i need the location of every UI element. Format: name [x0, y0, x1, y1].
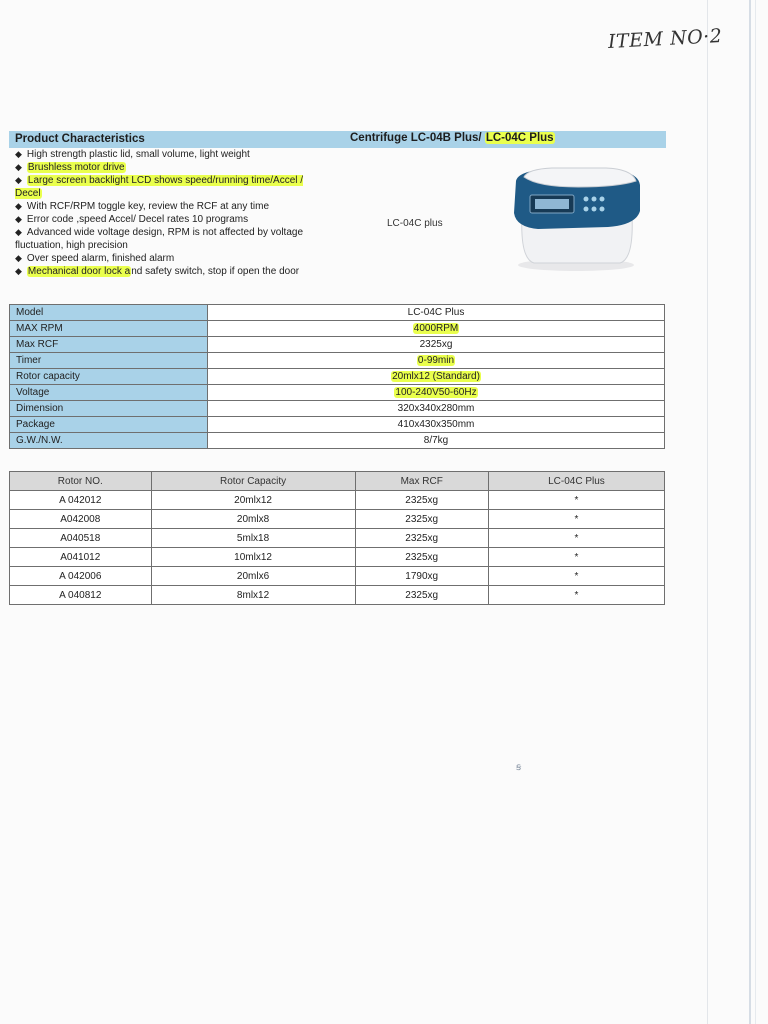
rotor-row: [10, 548, 665, 567]
rotor-row: [10, 510, 665, 529]
section-title: Product Characteristics: [15, 133, 145, 145]
model-title-highlight: LC-04C Plus: [485, 132, 554, 144]
diamond-bullet-icon: ◆: [15, 201, 22, 211]
rotor-number: A041012: [10, 548, 152, 567]
spec-row: [10, 369, 665, 385]
spec-value: LC-04C Plus: [407, 307, 465, 318]
rotor-compatibility-mark: *: [488, 529, 664, 548]
spec-row: [10, 353, 665, 369]
spec-label: Model: [10, 305, 208, 321]
spec-value: 4000RPM: [413, 323, 459, 334]
model-title-prefix: Centrifuge LC-04B Plus/: [350, 132, 485, 144]
feature-text: With RCF/RPM toggle key, review the RCF at any time: [26, 201, 270, 212]
rotor-header-capacity: Rotor Capacity: [151, 472, 355, 491]
feature-highlighted-text: Large screen backlight LCD shows speed/running time/Accel / Decel: [15, 175, 304, 199]
rotor-header-rotor-no: Rotor NO.: [10, 472, 152, 491]
feature-item: [15, 226, 325, 252]
rotor-number: A 042012: [10, 491, 152, 510]
spec-value: 0-99min: [417, 355, 455, 366]
diamond-bullet-icon: ◆: [15, 227, 22, 237]
spec-value-cell: [208, 305, 665, 321]
spec-value-cell: [208, 417, 665, 433]
feature-text: Advanced wide voltage design, RPM is not affected by voltage fluctuation, high precision: [15, 227, 304, 251]
spec-value-cell: [208, 353, 665, 369]
feature-text: Over speed alarm, finished alarm: [26, 253, 175, 264]
rotor-number: A 040812: [10, 586, 152, 605]
rotor-table-header-row: [10, 472, 665, 491]
spec-value: 100-240V50-60Hz: [395, 387, 477, 398]
feature-text: High strength plastic lid, small volume, light weight: [26, 149, 250, 160]
spec-value-cell: [208, 337, 665, 353]
rotor-max-rcf: 2325xg: [355, 548, 488, 567]
spec-label: Voltage: [10, 385, 208, 401]
spec-label: Dimension: [10, 401, 208, 417]
rotor-compatibility-mark: *: [488, 567, 664, 586]
scan-edge-line: [749, 0, 751, 1024]
spec-label: MAX RPM: [10, 321, 208, 337]
diamond-bullet-icon: ◆: [15, 214, 22, 224]
rotor-compatibility-mark: *: [488, 548, 664, 567]
feature-highlighted-text: Mechanical door lock a: [27, 266, 131, 277]
specs-table: [9, 304, 665, 449]
rotor-capacity: 20mlx8: [151, 510, 355, 529]
rotor-max-rcf: 2325xg: [355, 529, 488, 548]
rotor-capacity: 20mlx6: [151, 567, 355, 586]
rotor-compatibility-mark: *: [488, 510, 664, 529]
rotor-capacity: 10mlx12: [151, 548, 355, 567]
spec-value: 8/7kg: [423, 435, 449, 446]
spec-row: [10, 337, 665, 353]
rotor-row: [10, 529, 665, 548]
spec-row: [10, 433, 665, 449]
scan-edge-line: [755, 0, 756, 1024]
spec-label: Timer: [10, 353, 208, 369]
rotor-capacity: 5mlx18: [151, 529, 355, 548]
spec-value-cell: [208, 369, 665, 385]
spec-value-cell: [208, 385, 665, 401]
feature-item: [15, 200, 325, 213]
spec-row: [10, 417, 665, 433]
spec-value: 410x430x350mm: [397, 419, 475, 430]
scan-speck: ꞩ: [516, 762, 522, 773]
feature-list: [15, 148, 325, 278]
rotor-capacity: 8mlx12: [151, 586, 355, 605]
spec-row: [10, 321, 665, 337]
spec-row: [10, 385, 665, 401]
feature-item: [15, 252, 325, 265]
rotor-max-rcf: 2325xg: [355, 586, 488, 605]
rotor-table: [9, 471, 665, 605]
spec-value: 20mlx12 (Standard): [392, 371, 480, 382]
rotor-number: A040518: [10, 529, 152, 548]
feature-item: [15, 161, 325, 174]
diamond-bullet-icon: ◆: [15, 175, 22, 185]
rotor-number: A 042006: [10, 567, 152, 586]
rotor-capacity: 20mlx12: [151, 491, 355, 510]
spec-value-cell: [208, 433, 665, 449]
spec-value: 2325xg: [419, 339, 453, 350]
spec-label: Max RCF: [10, 337, 208, 353]
handwritten-item-number: ITEM NO·2: [607, 25, 723, 53]
feature-item: [15, 265, 325, 278]
diamond-bullet-icon: ◆: [15, 162, 22, 172]
rotor-header-max-rcf: Max RCF: [355, 472, 488, 491]
spec-value-cell: [208, 321, 665, 337]
diamond-bullet-icon: ◆: [15, 266, 22, 276]
feature-item: [15, 148, 325, 161]
spec-value-cell: [208, 401, 665, 417]
feature-text: Error code ,speed Accel/ Decel rates 10 programs: [26, 214, 249, 225]
spec-row: [10, 305, 665, 321]
spec-value: 320x340x280mm: [397, 403, 475, 414]
rotor-max-rcf: 2325xg: [355, 510, 488, 529]
rotor-max-rcf: 2325xg: [355, 491, 488, 510]
feature-item: [15, 174, 325, 200]
rotor-header-model: LC-04C Plus: [488, 472, 664, 491]
rotor-row: [10, 491, 665, 510]
product-image-label: LC-04C plus: [387, 218, 443, 229]
spec-label: Rotor capacity: [10, 369, 208, 385]
feature-item: [15, 213, 325, 226]
diamond-bullet-icon: ◆: [15, 149, 22, 159]
scan-edge-line: [707, 0, 708, 1024]
centrifuge-image: [508, 163, 644, 273]
spec-label: G.W./N.W.: [10, 433, 208, 449]
rotor-compatibility-mark: *: [488, 586, 664, 605]
spec-label: Package: [10, 417, 208, 433]
feature-text-rest: nd safety switch, stop if open the door: [131, 266, 300, 277]
rotor-compatibility-mark: *: [488, 491, 664, 510]
rotor-max-rcf: 1790xg: [355, 567, 488, 586]
rotor-row: [10, 567, 665, 586]
rotor-row: [10, 586, 665, 605]
diamond-bullet-icon: ◆: [15, 253, 22, 263]
spec-row: [10, 401, 665, 417]
model-title: [350, 132, 555, 144]
rotor-number: A042008: [10, 510, 152, 529]
feature-highlighted-text: Brushless motor drive: [27, 162, 125, 173]
